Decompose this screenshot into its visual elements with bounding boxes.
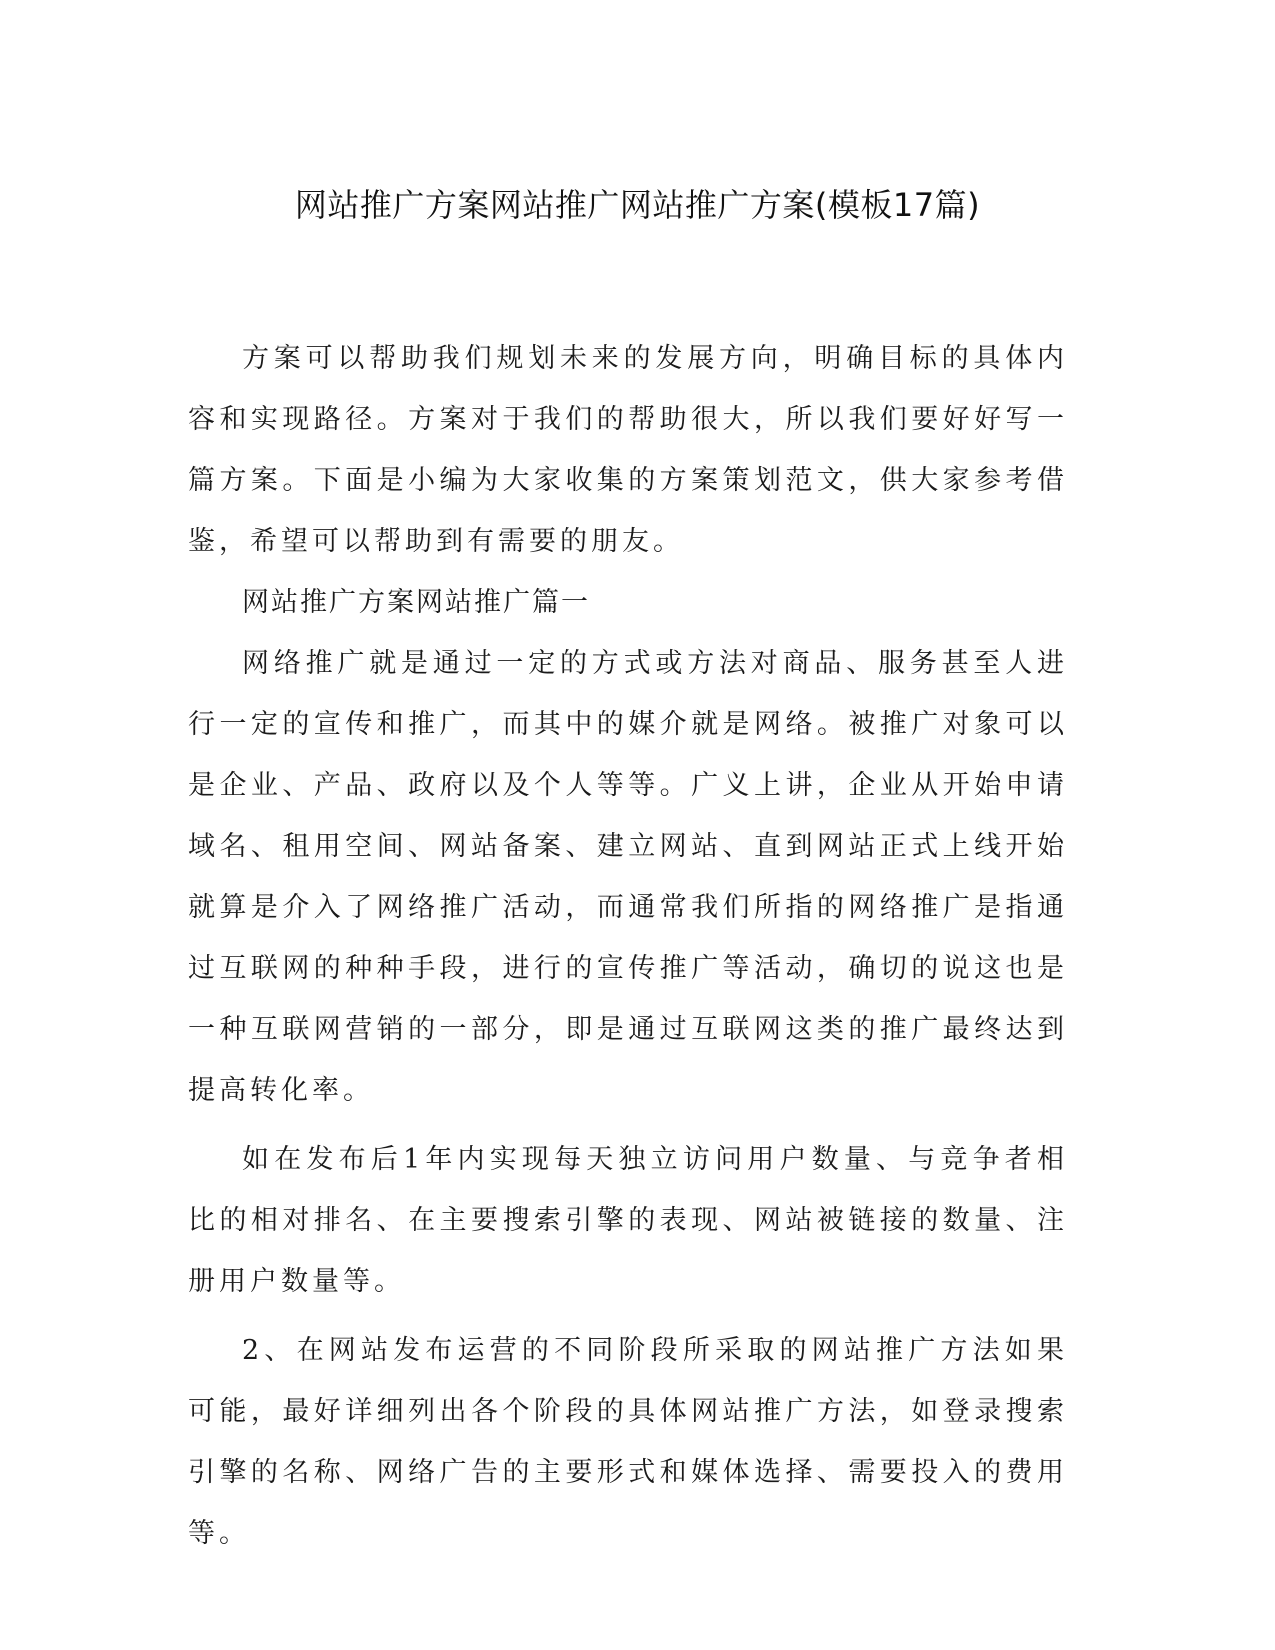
document-body [188,328,1068,1564]
intro-paragraph: 方案可以帮助我们规划未来的发展方向，明确目标的具体内容和实现路径。方案对于我们的帮助很大，所以我们要好好写一篇方案。下面是小编为大家收集的方案策划范文，供大家参考借鉴，希望可以帮助到有需要的朋友。 [188,343,1068,557]
section-heading: 网站推广方案网站推广篇一 [242,587,590,618]
body-paragraph: 网络推广就是通过一定的方式或方法对商品、服务甚至人进行一定的宣传和推广，而其中的媒介就是网络。被推广对象可以是企业、产品、政府以及个人等等。广义上讲，企业从开始申请域名、租用空间、网站备案、建立网站、直到网站正式上线开始就算是介入了网络推广活动，而通常我们所指的网络推广是指通过互联网的种种手段，进行的宣传推广等活动，确切的说这也是一种互联网营销的一部分，即是通过互联网这类的推广最终达到提高转化率。 [188,648,1068,1106]
body-paragraph: 2、在网站发布运营的不同阶段所采取的网站推广方法如果可能，最好详细列出各个阶段的具体网站推广方法，如登录搜索引擎的名称、网络广告的主要形式和媒体选择、需要投入的费用等。 [188,1335,1068,1549]
document-title: 网站推广方案网站推广网站推广方案(模板17篇) [294,186,981,224]
body-paragraph: 如在发布后1年内实现每天独立访问用户数量、与竞争者相比的相对排名、在主要搜索引擎的表现、网站被链接的数量、注册用户数量等。 [188,1144,1068,1297]
